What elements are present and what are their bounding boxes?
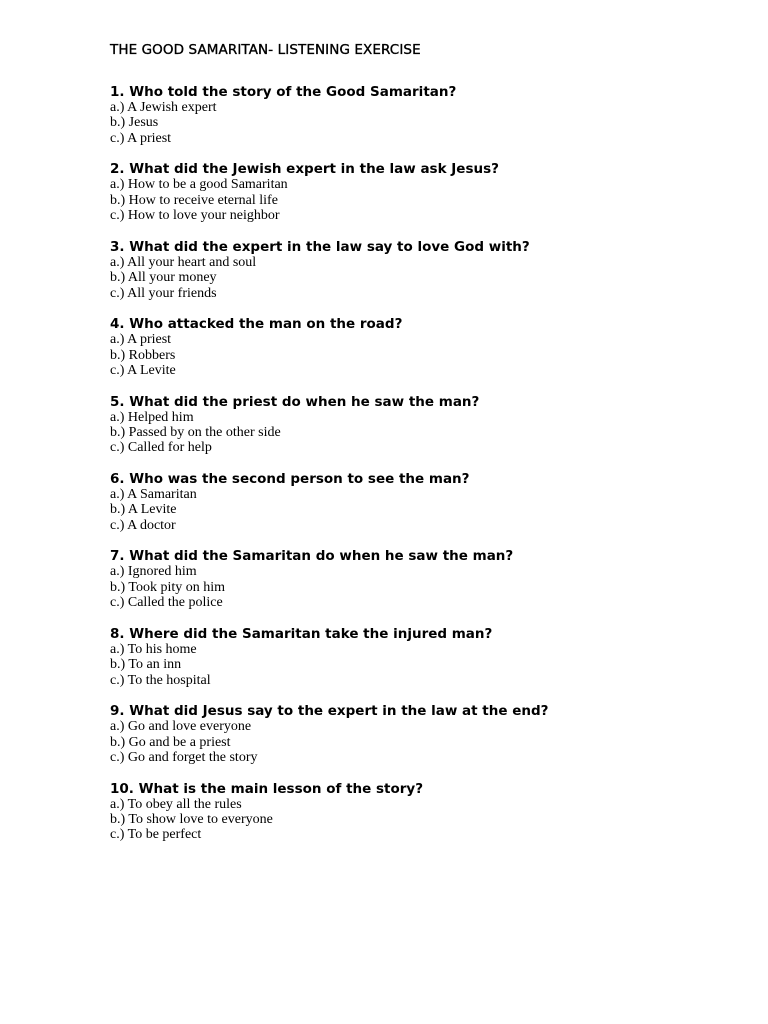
answer-option-b: b.) Jesus <box>110 115 159 131</box>
answer-option-a: a.) A Jewish expert <box>110 100 217 115</box>
answer-option-a: a.) To his home <box>110 641 197 657</box>
question-5 <box>110 394 730 471</box>
question-1 <box>110 84 730 161</box>
answer-option-c: c.) A priest <box>110 130 172 146</box>
answer-option-c: c.) Called for help <box>110 440 212 456</box>
question-text: 5. What did the priest do when he saw the man? <box>110 393 480 410</box>
question-text: 6. Who was the second person to see the man? <box>110 470 470 487</box>
question-text: 1. Who told the story of the Good Samaritan? <box>110 84 457 100</box>
question-text: 8. Where did the Samaritan take the injured man? <box>110 625 493 642</box>
answer-options <box>110 410 730 456</box>
answer-option-c: c.) To be perfect <box>110 827 202 843</box>
answer-options <box>110 177 730 223</box>
answer-option-a: a.) A Samaritan <box>110 486 197 502</box>
question-3 <box>110 239 730 316</box>
answer-option-a: a.) To obey all the rules <box>110 796 242 812</box>
question-list <box>110 84 730 858</box>
answer-option-a: a.) All your heart and soul <box>110 254 257 270</box>
answer-option-c: c.) Called the police <box>110 595 223 611</box>
answer-option-c: c.) Go and forget the story <box>110 749 258 765</box>
answer-options <box>110 255 730 301</box>
question-7 <box>110 548 730 625</box>
answer-option-b: b.) Passed by on the other side <box>110 424 281 440</box>
answer-option-b: b.) To an inn <box>110 657 182 673</box>
question-text: 4. Who attacked the man on the road? <box>110 316 403 333</box>
question-10 <box>110 781 730 858</box>
answer-option-b: b.) Robbers <box>110 347 176 363</box>
answer-options <box>110 487 730 533</box>
answer-option-c: c.) A Levite <box>110 362 176 378</box>
question-text: 7. What did the Samaritan do when he saw the man? <box>110 548 514 565</box>
answer-option-b: b.) Took pity on him <box>110 579 226 595</box>
answer-option-b: b.) How to receive eternal life <box>110 192 278 208</box>
answer-option-a: a.) Ignored him <box>110 564 197 580</box>
answer-option-c: c.) How to love your neighbor <box>110 208 280 224</box>
answer-options <box>110 564 730 610</box>
answer-option-b: b.) To show love to everyone <box>110 811 273 827</box>
question-2 <box>110 161 730 238</box>
answer-option-c: c.) To the hospital <box>110 672 211 688</box>
question-9 <box>110 703 730 780</box>
answer-option-b: b.) A Levite <box>110 502 177 518</box>
answer-option-a: a.) Go and love everyone <box>110 719 252 735</box>
answer-option-b: b.) Go and be a priest <box>110 734 231 750</box>
document-title: THE GOOD SAMARITAN- LISTENING EXERCISE <box>110 42 421 58</box>
answer-option-b: b.) All your money <box>110 270 217 286</box>
answer-options <box>110 642 730 688</box>
answer-option-c: c.) A doctor <box>110 517 176 533</box>
question-text: 3. What did the expert in the law say to love God with? <box>110 238 530 255</box>
question-4 <box>110 316 730 393</box>
answer-option-c: c.) All your friends <box>110 285 217 301</box>
question-text: 10. What is the main lesson of the story? <box>110 780 424 797</box>
answer-options <box>110 797 730 843</box>
question-text: 9. What did Jesus say to the expert in the law at the end? <box>110 703 549 720</box>
answer-options <box>110 332 730 378</box>
answer-option-a: a.) A priest <box>110 332 172 348</box>
answer-options <box>110 719 730 765</box>
document-page <box>110 40 730 843</box>
question-8 <box>110 626 730 703</box>
question-text: 2. What did the Jewish expert in the law ask Jesus? <box>110 161 499 178</box>
answer-options <box>110 100 730 146</box>
question-6 <box>110 471 730 548</box>
answer-option-a: a.) Helped him <box>110 409 194 425</box>
answer-option-a: a.) How to be a good Samaritan <box>110 177 288 193</box>
